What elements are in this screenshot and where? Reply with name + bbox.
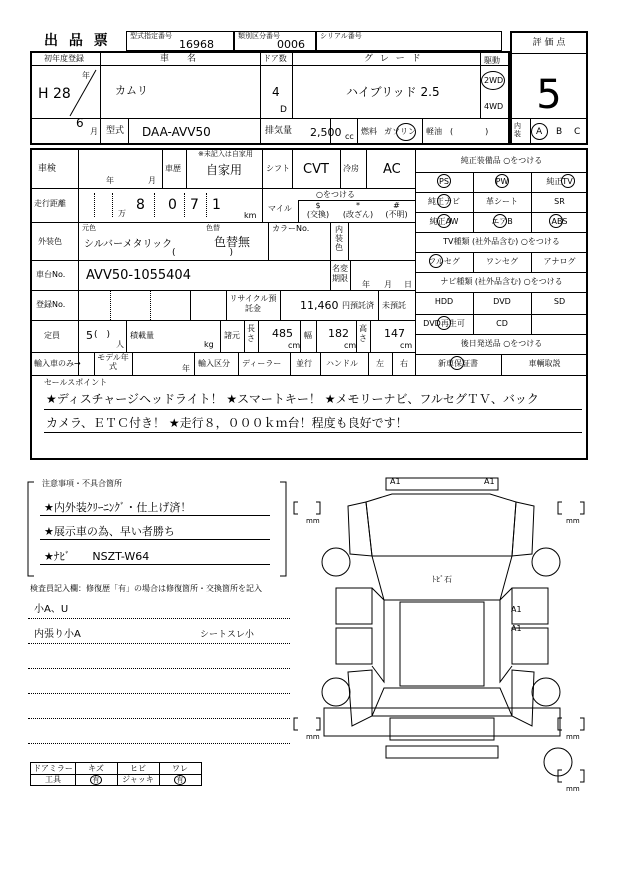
mileage-digit-4: 0 (168, 197, 177, 213)
legend-scratch: キズ (88, 764, 104, 773)
legend-tools: 工具 (45, 775, 61, 784)
import-parallel: 並行 (296, 359, 312, 368)
import-dealer: ディーラー (242, 359, 282, 368)
equipment-panel (415, 148, 588, 375)
equip-leather: 革シート (486, 197, 518, 206)
import-type-label: 輸入区分 (198, 359, 230, 368)
modified-symbol: * (356, 201, 360, 210)
fuel-gasoline: ガソリン (384, 127, 416, 136)
equip-abs: ABS (551, 217, 568, 226)
shift-value: CVT (303, 162, 329, 177)
equip-aw: 純正AW (429, 217, 459, 226)
tv-fullseg: フルセグ (428, 257, 460, 266)
width-unit: cm (344, 341, 357, 350)
equip-ps: PS (439, 177, 449, 186)
sales-line-2: カメラ、ＥＴＣ付き！ ★走行８，０００ｋｍ台！程度も良好です！ (46, 416, 408, 430)
handle-left: 左 (376, 359, 384, 368)
tv-analog: アナログ (543, 257, 576, 266)
legend-crack: ヒビ (130, 764, 146, 773)
length-unit: cm (288, 341, 301, 350)
model-cert-value: 16968 (179, 38, 214, 51)
drive-2wd: 2WD (484, 76, 504, 85)
mileage-label: 走行距離 (34, 199, 66, 208)
mileage-digit-3: 8 (136, 197, 145, 213)
unknown-symbol: # (393, 201, 400, 210)
title-expiry-label: 名変期限 (332, 264, 348, 283)
exchange-label: (交換) (306, 210, 330, 219)
recycle-unit: 円預託済 (342, 301, 374, 310)
width-label: 幅 (304, 331, 312, 340)
first-reg-year: H 28 (38, 86, 71, 102)
displacement-unit: cc (345, 132, 354, 141)
drive-4wd: 4WD (484, 102, 504, 111)
length-label: 長さ (247, 324, 255, 343)
later-manual: 車輌取説 (528, 359, 561, 368)
nav-dvd: DVD (493, 297, 511, 306)
recycle-unpaid: 未預託 (382, 301, 406, 310)
drive-label: 駆動 (484, 56, 500, 65)
model-value: DAA-AVV50 (142, 125, 211, 139)
year-suffix: 年 (82, 71, 90, 80)
equip-abs-circle (549, 214, 563, 228)
model-year-unit: 年 (182, 364, 190, 373)
mile-label: マイル (268, 204, 292, 213)
class-box (234, 31, 316, 51)
cooler-value: AC (383, 162, 401, 177)
notes-label: 注意事項・不具合箇所 (42, 479, 122, 488)
handle-right: 右 (400, 359, 408, 368)
month-suffix: 月 (90, 127, 98, 136)
serial-box (316, 31, 502, 51)
height-value: 147 (384, 327, 405, 340)
legend-jack-have: 有 (176, 776, 184, 784)
nav-dvd-play-circle (437, 316, 451, 330)
load-label: 積載量 (130, 331, 154, 340)
orig-color-value: シルバーメタリック (84, 239, 173, 250)
shift-label: シフト (266, 164, 290, 173)
unknown-label: (不明) (385, 210, 408, 219)
equip-airbag: エアB (491, 217, 513, 226)
later-title: 後日発送品 ○をつける (460, 339, 543, 348)
sales-label: セールスポイント (44, 378, 108, 387)
height-unit: cm (400, 341, 413, 350)
cooler-label: 冷房 (343, 164, 359, 173)
equip-navi-circle (437, 194, 451, 208)
mileage-digit-6: 1 (212, 197, 221, 213)
mm-rear-left: mm (306, 733, 320, 741)
mm-rear-right: mm (566, 733, 580, 741)
color-change-value: 色替無 (214, 235, 251, 249)
serial-label: シリアル番号 (320, 32, 362, 40)
dims-label: 諸元 (224, 331, 240, 340)
doors-label: ドア数 (263, 54, 287, 63)
front-bumper-right-note: A1 (484, 477, 495, 486)
drive-2wd-circle (481, 71, 505, 90)
recycle-label: リサイクル預託金 (229, 294, 277, 313)
title-day: 日 (404, 280, 412, 289)
car-name-value: カムリ (115, 84, 148, 97)
mark-note: ○をつける (316, 190, 355, 199)
legend-mirror: ドアミラー (33, 764, 73, 773)
legend-tools-have: 有 (92, 776, 100, 784)
equip-pw: PW (495, 177, 509, 186)
capacity-label: 定員 (44, 331, 60, 340)
right-door-note-2: A1 (511, 624, 522, 633)
legend-tools-circle (90, 775, 102, 785)
capacity-value: 5 (86, 329, 93, 342)
chassis-value: AVV50-1055404 (86, 268, 191, 283)
title-year: 年 (362, 280, 370, 289)
car-name-label: 車 名 (160, 54, 197, 64)
equip-tv-circle (561, 174, 575, 188)
shaken-month: 月 (148, 176, 156, 185)
fuel-diesel: 軽油 (426, 127, 442, 136)
equip-tv: 純正TV (546, 177, 573, 186)
history-label: 車歴 (165, 164, 181, 173)
capacity-unit: 人 (116, 340, 124, 349)
equip-navi: 純正ナビ (428, 197, 460, 206)
grade-label: グ レ ー ド (364, 54, 423, 64)
regno-label: 登録No. (36, 300, 66, 309)
equip-aw-circle (437, 214, 451, 228)
history-value: 自家用 (206, 163, 243, 177)
equip-ps-circle (437, 174, 451, 188)
nav-hdd: HDD (434, 297, 454, 306)
recycle-amount: 11,460 (300, 299, 339, 312)
interior-b: B (556, 127, 563, 137)
model-year-label: モデル年式 (97, 353, 129, 371)
front-bumper-left-note: A1 (390, 477, 401, 486)
displacement-value: 2,500 (310, 126, 342, 139)
notes-line-3: ★ﾅﾋﾞ NSZT-W64 (44, 550, 150, 563)
door-type: D (280, 105, 287, 115)
shaken-year: 年 (106, 176, 114, 185)
legend-jack: ジャッキ (122, 775, 154, 784)
mm-front-left: mm (306, 517, 320, 525)
interior-label: 内装 (514, 122, 521, 138)
class-value: 0006 (277, 38, 305, 51)
interior-a-circle (531, 123, 548, 140)
score-value: 5 (536, 72, 562, 118)
modified-label: (改ざん) (342, 210, 374, 219)
length-value: 485 (272, 327, 293, 340)
width-value: 182 (328, 327, 349, 340)
mm-front-right: mm (566, 517, 580, 525)
legend-jack-circle (174, 775, 186, 785)
mileage-man: 万 (118, 209, 126, 218)
model-cert-label: 型式指定番号 (130, 32, 172, 40)
nav-dvd-play: DVD再生可 (423, 319, 465, 328)
title-month: 月 (384, 280, 392, 289)
grade-value: ハイブリッド 2.5 (346, 85, 440, 99)
mileage-digit-5: 7 (190, 197, 199, 213)
mileage-digits (84, 190, 244, 220)
load-unit: kg (204, 340, 214, 349)
first-reg-month: 6 (76, 116, 84, 130)
score-label: 評 価 点 (532, 38, 566, 48)
equip-sr: SR (554, 197, 565, 206)
sales-line-1: ★ディスチャージヘッドライト！ ★スマートキー！ ★メモリーナビ、フルセグＴＶ、バック (46, 392, 539, 406)
interior-color-label: 内装色 (335, 225, 343, 252)
notes-line-2: ★展示車の為、早い者勝ち (44, 525, 175, 538)
height-label: 高さ (359, 324, 367, 343)
shaken-label: 車検 (38, 164, 57, 174)
history-note: ※未記入は自家用 (198, 150, 253, 158)
sheet-title: 出 品 票 (44, 33, 111, 49)
tv-fullseg-circle (429, 254, 443, 268)
later-warranty-circle (450, 356, 464, 370)
nav-sd: SD (553, 297, 566, 306)
legend-table (30, 762, 202, 786)
displacement-label: 排気量 (265, 126, 293, 136)
fuel-other: ( ) (450, 127, 489, 136)
mm-spare: mm (566, 785, 580, 793)
nav-title: ナビ種類 (社外品含む) ○をつける (440, 277, 563, 286)
orig-color-label: 元色 (82, 224, 96, 232)
color-paren: ( ) (172, 248, 234, 258)
interior-a: A (536, 127, 543, 137)
windshield-note: ﾄﾋﾞ石 (432, 575, 452, 584)
color-label: 外装色 (38, 237, 62, 246)
fuel-gasoline-circle (396, 123, 416, 141)
model-label: 型式 (106, 126, 125, 136)
model-cert-box (126, 31, 234, 51)
later-warranty: 新車保証書 (438, 359, 478, 368)
capacity-paren: ( ) (94, 330, 111, 340)
interior-c: C (574, 127, 581, 137)
nav-cd: CD (496, 319, 508, 328)
chassis-label: 車台No. (36, 270, 66, 279)
inspector-label: 検査員記入欄：修復歴「有」の場合は修復箇所・交換箇所を記入 (30, 584, 262, 593)
mileage-unit: km (244, 211, 257, 220)
tv-title: TV種類 (社外品含む) ○をつける (443, 237, 560, 246)
fuel-label: 燃料 (361, 127, 377, 136)
tv-oneseg: ワンセグ (486, 257, 518, 266)
class-label: 類別区分番号 (238, 32, 280, 40)
equip-pw-circle (495, 174, 509, 188)
color-no-label: カラーNo. (272, 224, 310, 233)
handle-label: ハンドル (326, 359, 358, 368)
exchange-symbol: $ (315, 201, 321, 210)
equipment-title: 純正装備品 ○をつける (460, 156, 543, 165)
import-label: 輸入車のみ→ (34, 359, 81, 368)
doors-value: 4 (272, 85, 280, 99)
equip-airbag-circle (493, 214, 507, 228)
right-door-note-1: A1 (511, 605, 522, 614)
legend-broken: ワレ (172, 764, 188, 773)
first-reg-label: 初年度登録 (44, 54, 84, 63)
inspector-line-2-right: シートスレ小 (200, 630, 254, 640)
inspector-line-2-left: 内張り小A (34, 629, 81, 640)
notes-line-1: ★内外装ｸﾘｰﾆﾝｸﾞ・仕上げ済！ (44, 501, 192, 514)
color-change-label: 色替 (206, 224, 220, 232)
inspector-line-1: 小A、U (34, 604, 69, 615)
